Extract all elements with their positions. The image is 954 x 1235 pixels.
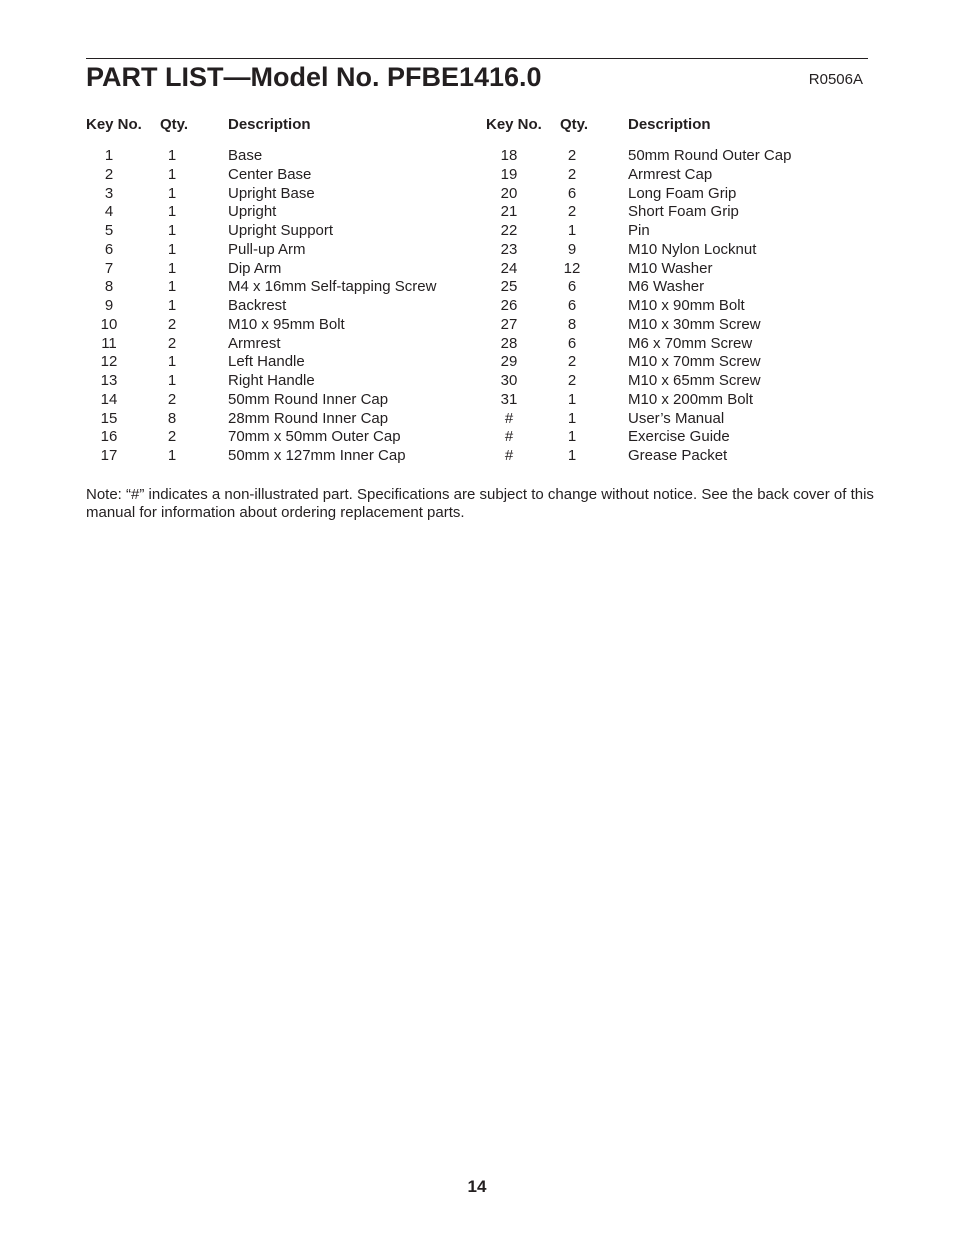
part-description: 50mm Round Outer Cap — [628, 147, 792, 164]
part-description: Long Foam Grip — [628, 184, 737, 202]
column-header-qty: Qty. — [160, 116, 189, 133]
part-quantity: 2 — [167, 428, 177, 446]
part-quantity: 1 — [167, 165, 177, 183]
table-row — [86, 353, 486, 372]
part-description: M10 x 95mm Bolt — [228, 315, 345, 333]
part-quantity: 1 — [167, 203, 177, 221]
column-header-qty: Qty. — [560, 116, 589, 133]
part-key-number: 12 — [100, 353, 118, 371]
part-key-number: # — [504, 428, 514, 446]
part-quantity: 1 — [167, 184, 177, 202]
part-description: Armrest Cap — [628, 165, 713, 183]
parts-table-left — [86, 116, 486, 466]
column-header-description: Description — [228, 116, 311, 133]
part-key-number: 25 — [500, 278, 518, 296]
table-row — [86, 410, 486, 429]
part-quantity: 1 — [567, 409, 577, 427]
part-quantity: 2 — [567, 165, 577, 183]
part-key-number: # — [504, 409, 514, 427]
part-key-number: 7 — [104, 259, 114, 277]
part-key-number: 11 — [101, 334, 117, 352]
part-key-number: 8 — [104, 278, 114, 296]
table-row — [486, 185, 886, 204]
part-quantity: 2 — [167, 334, 177, 352]
part-description: M6 Washer — [628, 278, 705, 296]
table-row — [486, 278, 886, 297]
part-quantity: 6 — [567, 184, 577, 202]
table-row — [486, 260, 886, 279]
part-key-number: 9 — [104, 297, 114, 314]
part-quantity: 1 — [167, 240, 177, 258]
table-row — [486, 241, 886, 260]
part-quantity: 12 — [563, 259, 581, 277]
table-row — [486, 372, 886, 391]
table-row — [486, 428, 886, 447]
part-quantity: 2 — [567, 372, 577, 389]
part-key-number: 30 — [500, 372, 518, 389]
part-key-number: 27 — [500, 315, 518, 333]
part-quantity: 6 — [567, 334, 577, 352]
part-description: M10 x 30mm Screw — [628, 315, 761, 333]
part-quantity: 1 — [167, 259, 177, 277]
part-description: 50mm Round Inner Cap — [228, 390, 389, 408]
part-key-number: 2 — [104, 165, 114, 183]
table-row — [486, 166, 886, 185]
part-key-number: 26 — [500, 297, 518, 314]
table-row — [86, 222, 486, 241]
part-key-number: 18 — [500, 147, 518, 164]
table-row — [486, 335, 886, 354]
part-key-number: 21 — [500, 203, 518, 221]
part-key-number: 28 — [500, 334, 518, 352]
part-quantity: 1 — [567, 447, 577, 464]
part-quantity: 1 — [167, 372, 177, 389]
column-header-key: Key No. — [486, 116, 542, 133]
part-quantity: 1 — [167, 222, 177, 239]
table-row — [86, 147, 486, 166]
page-number: 14 — [467, 1177, 487, 1196]
part-quantity: 1 — [167, 353, 177, 371]
part-key-number: 1 — [104, 147, 114, 164]
table-row — [486, 410, 886, 429]
part-key-number: 17 — [100, 447, 118, 464]
table-row — [86, 166, 486, 185]
header-rule — [86, 58, 868, 59]
part-key-number: 13 — [100, 372, 118, 389]
part-description: M10 x 65mm Screw — [628, 372, 761, 389]
table-row — [486, 147, 886, 166]
part-key-number: 19 — [500, 165, 518, 183]
document-code: R0506A — [808, 71, 863, 88]
part-description: Base — [228, 147, 263, 164]
column-header-key: Key No. — [86, 116, 142, 133]
table-row — [486, 297, 886, 316]
part-description: Exercise Guide — [628, 428, 730, 446]
part-quantity: 6 — [567, 297, 577, 314]
part-quantity: 2 — [567, 147, 577, 164]
part-description: Right Handle — [228, 372, 315, 389]
table-row — [486, 203, 886, 222]
table-row — [86, 391, 486, 410]
part-description: M10 x 70mm Screw — [628, 353, 761, 371]
table-row — [486, 316, 886, 335]
part-key-number: 14 — [100, 390, 118, 408]
part-quantity: 2 — [567, 353, 577, 371]
part-description: 50mm x 127mm Inner Cap — [228, 447, 406, 464]
part-quantity: 9 — [567, 240, 577, 258]
page-title: PART LIST—Model No. PFBE1416.0 — [86, 62, 542, 92]
part-description: M10 Washer — [628, 259, 713, 277]
part-description: Upright Base — [228, 184, 315, 202]
part-quantity: 1 — [567, 428, 577, 446]
part-description: 70mm x 50mm Outer Cap — [228, 428, 401, 446]
part-quantity: 1 — [567, 390, 577, 408]
part-description: Dip Arm — [228, 259, 282, 277]
part-key-number: 4 — [104, 203, 114, 221]
table-row — [86, 241, 486, 260]
column-header-description: Description — [628, 116, 711, 133]
part-quantity: 2 — [567, 203, 577, 221]
part-key-number: 20 — [500, 184, 518, 202]
part-key-number: 31 — [500, 390, 518, 408]
part-key-number: 16 — [100, 428, 118, 446]
table-header — [486, 116, 886, 134]
part-description: Upright Support — [228, 222, 334, 239]
part-description: Armrest — [228, 334, 281, 352]
table-row — [86, 372, 486, 391]
part-key-number: 10 — [100, 315, 118, 333]
part-key-number: 5 — [104, 222, 114, 239]
part-description: Grease Packet — [628, 447, 728, 464]
table-row — [86, 335, 486, 354]
table-row — [86, 447, 486, 466]
part-quantity: 8 — [567, 315, 577, 333]
part-key-number: 24 — [500, 259, 518, 277]
table-header — [86, 116, 486, 134]
part-key-number: 23 — [500, 240, 518, 258]
table-row — [86, 297, 486, 316]
note-text: Note: “#” indicates a non-illustrated part. Specifications are subject to change without notice. See the back cover of this manual for information about ordering replacement parts. — [86, 486, 874, 521]
part-quantity: 8 — [167, 409, 177, 427]
part-description: M6 x 70mm Screw — [628, 334, 753, 352]
part-description: M10 x 90mm Bolt — [628, 297, 745, 314]
part-description: Upright — [228, 203, 277, 221]
parts-table-right — [486, 116, 886, 466]
part-description: Short Foam Grip — [628, 203, 739, 221]
part-quantity: 1 — [167, 278, 177, 296]
table-row — [486, 353, 886, 372]
part-description: Pin — [628, 222, 650, 239]
parts-rows-left — [86, 147, 486, 466]
part-quantity: 1 — [567, 222, 577, 239]
table-row — [86, 185, 486, 204]
parts-rows-right — [486, 147, 886, 466]
part-description: Pull-up Arm — [228, 240, 306, 258]
part-key-number: 22 — [500, 222, 518, 239]
part-description: 28mm Round Inner Cap — [228, 409, 389, 427]
part-key-number: 6 — [104, 240, 114, 258]
part-key-number: # — [504, 447, 514, 464]
part-quantity: 1 — [167, 147, 177, 164]
part-quantity: 2 — [167, 390, 177, 408]
table-row — [86, 428, 486, 447]
part-description: M10 x 200mm Bolt — [628, 390, 754, 408]
table-row — [486, 391, 886, 410]
part-key-number: 15 — [100, 409, 118, 427]
part-key-number: 29 — [500, 353, 518, 371]
part-description: Backrest — [228, 297, 287, 314]
table-row — [86, 316, 486, 335]
table-row — [486, 222, 886, 241]
part-key-number: 3 — [104, 184, 114, 202]
part-description: M10 Nylon Locknut — [628, 240, 757, 258]
part-description: User’s Manual — [628, 409, 725, 427]
table-row — [86, 278, 486, 297]
part-quantity: 6 — [567, 278, 577, 296]
part-description: M4 x 16mm Self-tapping Screw — [228, 278, 437, 296]
part-description: Center Base — [228, 165, 312, 183]
table-row — [486, 447, 886, 466]
table-row — [86, 203, 486, 222]
part-quantity: 1 — [167, 297, 177, 314]
part-quantity: 1 — [167, 447, 177, 464]
table-row — [86, 260, 486, 279]
part-quantity: 2 — [167, 315, 177, 333]
part-description: Left Handle — [228, 353, 305, 371]
